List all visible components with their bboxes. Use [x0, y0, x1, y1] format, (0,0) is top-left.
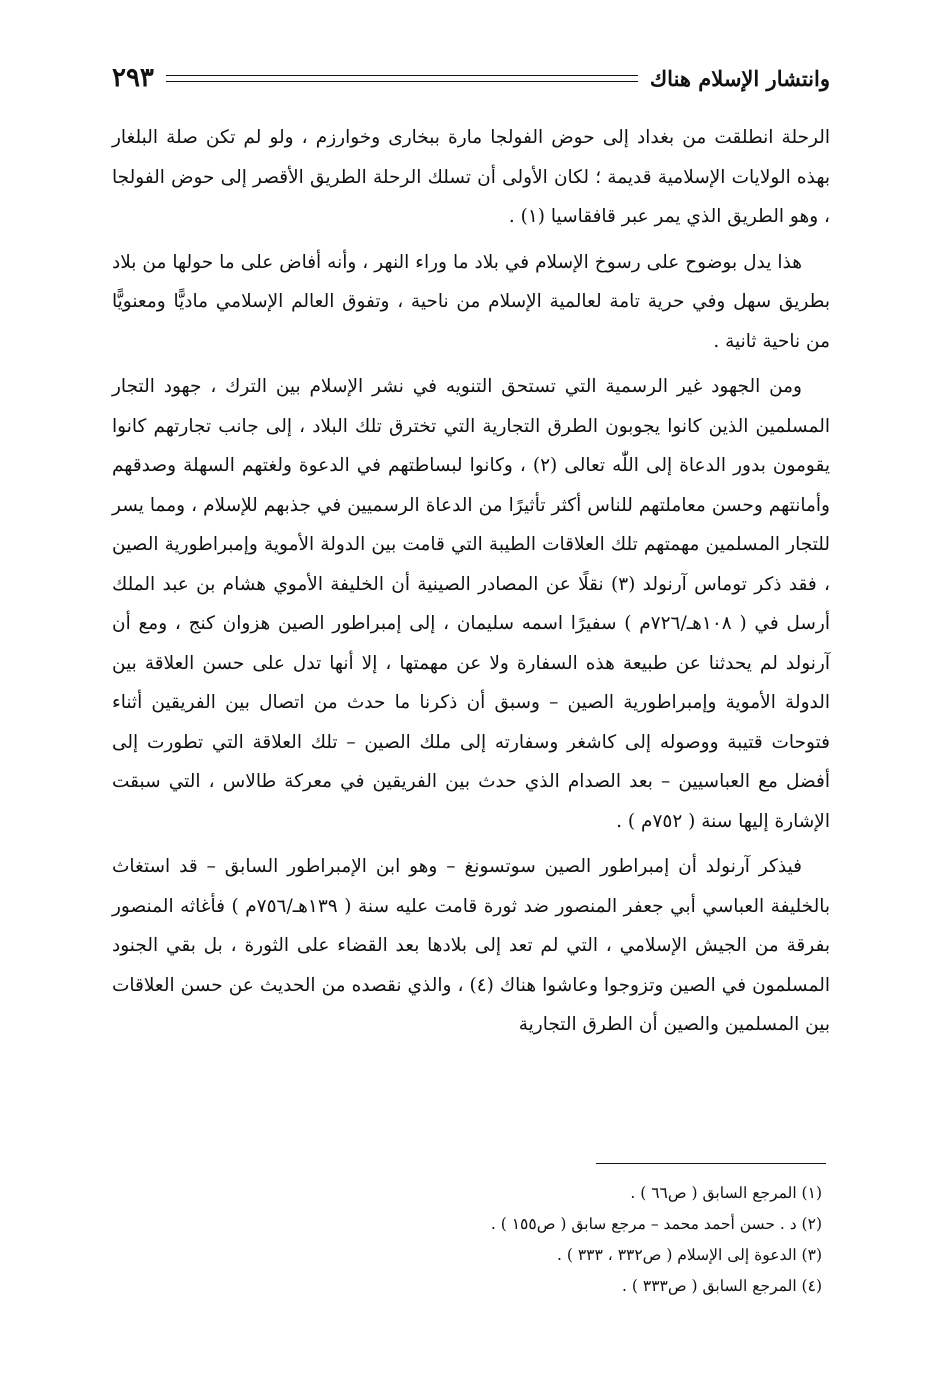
paragraph-continued: الرحلة انطلقت من بغداد إلى حوض الفولجا مارة ببخارى وخوارزم ، ولو لم تكن صلة البلغار بهذه الولايات الإسلامية قديمة ؛ لكان الأولى أن تسلك الرحلة الطريق الأقصر إلى حوض الفولجا ، وهو الطريق الذي يمر عبر قافقاسيا (١) . — [112, 127, 830, 227]
footnotes — [112, 1178, 830, 1302]
footnote: (١) المرجع السابق ( ص٦٦ ) . — [630, 1184, 822, 1202]
page-number: ٢٩٣ — [112, 63, 154, 93]
chapter-title: وانتشار الإسلام هناك — [649, 65, 830, 91]
footnote: (٢) د . حسن أحمد محمد – مرجع سابق ( ص١٥٥ ) . — [490, 1215, 822, 1233]
footnote: (٤) المرجع السابق ( ص٣٣٣ ) . — [622, 1277, 822, 1295]
running-header — [112, 58, 830, 98]
header-double-rule — [166, 75, 638, 82]
paragraph: فيذكر آرنولد أن إمبراطور الصين سوتسونغ – وهو ابن الإمبراطور السابق – قد استغاث بالخليفة العباسي أبي جعفر المنصور ضد ثورة قامت عليه سنة ( ١٣٩هـ/٧٥٦م ) فأغاثه المنصور بفرقة من الجيش الإسلامي ، التي لم تعد إلى بلادها بعد القضاء على الثورة ، بل بقي الجنود المسلمون في الصين وتزوجوا وعاشوا هناك (٤) ، والذي نقصده من الحديث عن حسن العلاقات بين المسلمين والصين أن الطرق التجارية — [112, 856, 831, 1035]
footnote-divider — [596, 1163, 826, 1164]
body-text — [112, 118, 830, 1051]
footnote: (٣) الدعوة إلى الإسلام ( ص٣٣٢ ، ٣٣٣ ) . — [557, 1246, 822, 1264]
paragraph: ومن الجهود غير الرسمية التي تستحق التنويه في نشر الإسلام بين الترك ، جهود التجار المسلمين الذين كانوا يجوبون الطرق التجارية التي تخترق تلك البلاد ، إلى جانب تجارتهم كانوا يقومون بدور الدعاة إلى اللّٰه تعالى (٢) ، وكانوا لبساطتهم في الدعوة ولغتهم السهلة وصدقهم وأمانتهم وحسن معاملتهم للناس أكثر تأثيرًا من الدعاة الرسميين في جذبهم للإسلام ، ومما يسر للتجار المسلمين مهمتهم تلك العلاقات الطيبة التي قامت بين الدولة الأموية وإمبراطورية الصين ، فقد ذكر توماس آرنولد (٣) نقلًا عن المصادر الصينية أن الخليفة الأموي هشام بن عبد الملك أرسل في ( ١٠٨هـ/٧٢٦م ) سفيرًا اسمه سليمان ، إلى إمبراطور الصين هزوان كنج ، ومع أن آرنولد لم يحدثنا عن طبيعة هذه السفارة ولا عن مهمتها ، إلا أنها تدل على حسن العلاقة بين الدولة الأموية وإمبراطورية الصين – وسبق أن ذكرنا ما حدث من اتصال بين الفريقين أثناء فتوحات قتيبة ووصوله إلى كاشغر وسفارته إلى ملك الصين – تلك العلاقة التي تطورت إلى أفضل مع العباسيين – بعد الصدام الذي حدث بين الفريقين في معركة طالاس ، التي سبقت الإشارة إليها سنة ( ٧٥٢م ) . — [112, 376, 831, 832]
paragraph: هذا يدل بوضوح على رسوخ الإسلام في بلاد ما وراء النهر ، وأنه أفاض على ما حولها من بلاد بطريق سهل وفي حرية تامة لعالمية الإسلام من ناحية ، وتفوق العالم الإسلامي ماديًّا ومعنويًّا من ناحية ثانية . — [112, 251, 830, 352]
